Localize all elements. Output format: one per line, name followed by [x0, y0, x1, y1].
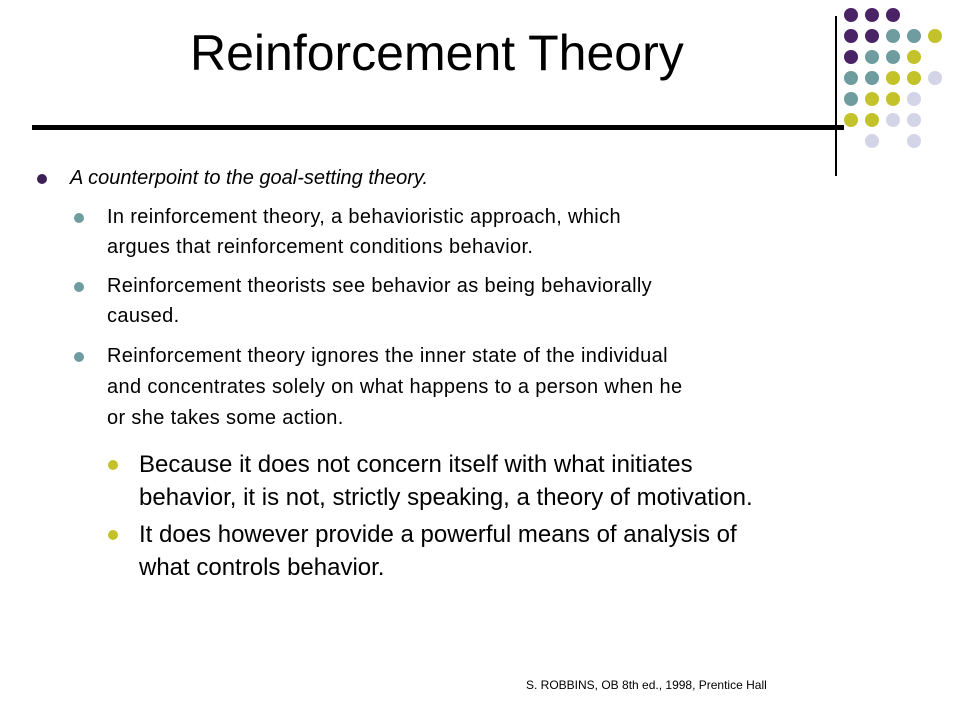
- bullet-text-line: what controls behavior.: [139, 554, 385, 581]
- decorative-dot: [886, 50, 900, 64]
- decorative-dot: [928, 29, 942, 43]
- decorative-dot: [907, 71, 921, 85]
- bullet-text: A counterpoint to the goal-setting theory.: [70, 167, 428, 189]
- bullet-text-line: It does however provide a powerful means of analysis of: [139, 521, 737, 548]
- decorative-dot: [907, 134, 921, 148]
- bullet-dot-icon: [74, 213, 84, 223]
- vertical-divider-rule: [835, 16, 837, 176]
- decorative-dot: [844, 92, 858, 106]
- decorative-dot: [907, 50, 921, 64]
- decorative-dot: [886, 29, 900, 43]
- decorative-dot: [844, 113, 858, 127]
- decorative-dot: [928, 71, 942, 85]
- bullet-text-line: caused.: [107, 305, 180, 327]
- decorative-dot: [865, 8, 879, 22]
- decorative-dot: [844, 50, 858, 64]
- decorative-dot: [865, 50, 879, 64]
- decorative-dot: [865, 92, 879, 106]
- decorative-dot: [907, 29, 921, 43]
- decorative-dot: [886, 113, 900, 127]
- citation-footer: S. ROBBINS, OB 8th ed., 1998, Prentice Hall: [526, 678, 767, 692]
- decorative-dot: [844, 29, 858, 43]
- bullet-text-line: or she takes some action.: [107, 407, 344, 429]
- decorative-dot: [886, 8, 900, 22]
- decorative-dot: [886, 71, 900, 85]
- decorative-dot: [865, 29, 879, 43]
- bullet-dot-icon: [37, 174, 47, 184]
- decorative-dot: [907, 92, 921, 106]
- bullet-text-line: and concentrates solely on what happens to a person when he: [107, 376, 683, 398]
- decorative-dot: [844, 71, 858, 85]
- bullet-text-line: Because it does not concern itself with what initiates: [139, 451, 693, 478]
- decorative-dot: [907, 113, 921, 127]
- bullet-text-line: behavior, it is not, strictly speaking, a theory of motivation.: [139, 484, 753, 511]
- decorative-dot: [886, 92, 900, 106]
- bullet-dot-icon: [108, 460, 118, 470]
- bullet-dot-icon: [74, 352, 84, 362]
- bullet-dot-icon: [108, 530, 118, 540]
- decorative-dot: [865, 71, 879, 85]
- bullet-text-line: Reinforcement theorists see behavior as being behaviorally: [107, 275, 653, 297]
- bullet-text-line: In reinforcement theory, a behavioristic approach, which: [107, 206, 621, 228]
- bullet-text-line: argues that reinforcement conditions behavior.: [107, 236, 534, 258]
- decorative-dot: [865, 134, 879, 148]
- decorative-dot: [844, 8, 858, 22]
- decorative-dot-grid: [844, 8, 954, 158]
- slide-title: Reinforcement Theory: [190, 25, 684, 81]
- bullet-text-line: Reinforcement theory ignores the inner state of the individual: [107, 345, 668, 367]
- decorative-dot: [865, 113, 879, 127]
- bullet-dot-icon: [74, 282, 84, 292]
- title-underline-rule: [32, 125, 844, 130]
